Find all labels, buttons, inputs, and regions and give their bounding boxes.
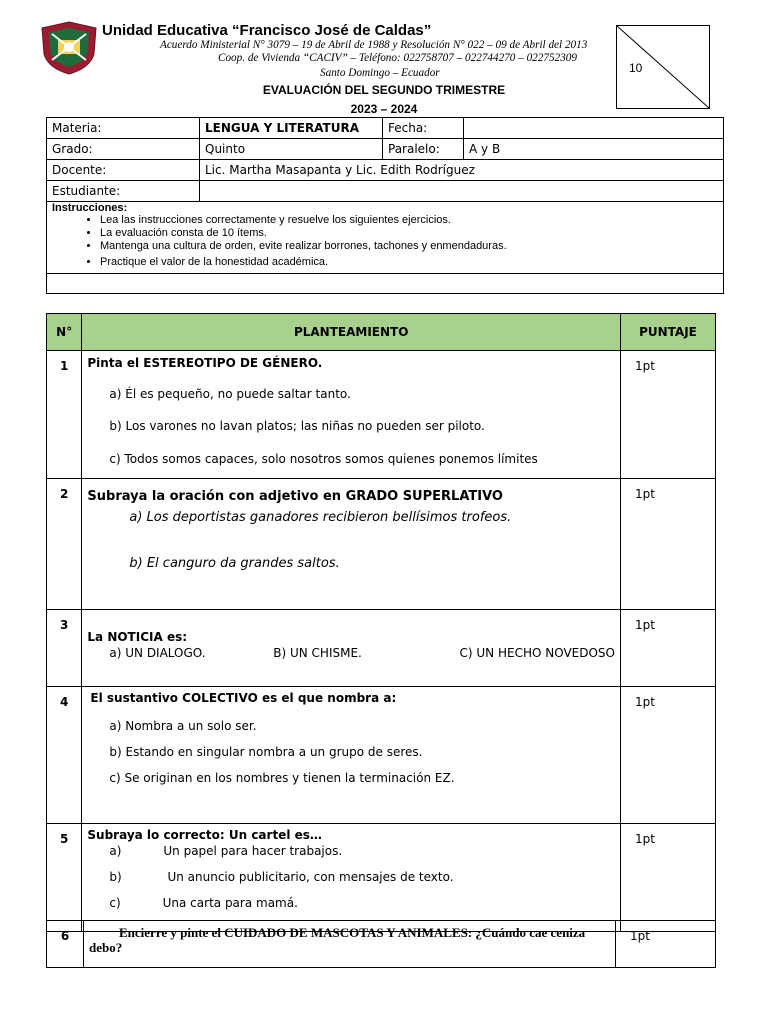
q2-option-a[interactable]: a) Los deportistas ganadores recibieron bellísimos trofeos.: [129, 510, 512, 525]
exam-title: EVALUACIÓN DEL SEGUNDO TRIMESTRE: [262, 83, 506, 97]
table-row: [47, 687, 716, 824]
q3-option-c[interactable]: C) UN HECHO NOVEDOSO: [459, 646, 615, 660]
instructions-list: [52, 214, 718, 269]
instruction-item: • La evaluación consta de 10 ítems.: [100, 227, 718, 240]
q4-title: El sustantivo COLECTIVO es el que nombra a:: [90, 691, 397, 705]
materia-label: Materia:: [47, 118, 200, 139]
q2-number: 2: [47, 479, 82, 610]
grade-box: [616, 25, 710, 109]
estudiante-label: Estudiante:: [47, 181, 200, 202]
blank-row: [47, 274, 724, 294]
exam-year: 2023 – 2024: [350, 102, 418, 116]
q2-points: 1pt: [620, 479, 715, 610]
q5-option-a[interactable]: a) Un papel para hacer trabajos.: [109, 844, 343, 858]
q4-points: 1pt: [620, 687, 715, 824]
table-header-row: [47, 314, 716, 351]
q3-title: La NOTICIA es:: [87, 630, 188, 644]
table-row: [47, 921, 716, 968]
instruction-item: • Lea las instrucciones correctamente y resuelve los siguientes ejercicios.: [100, 214, 718, 227]
fecha-value[interactable]: [464, 118, 724, 139]
q3-content: [82, 610, 621, 687]
q1-option-b[interactable]: b) Los varones no lavan platos; las niñas no pueden ser piloto.: [109, 419, 485, 433]
q6-number: 6: [47, 921, 84, 968]
grado-label: Grado:: [47, 139, 200, 160]
q6-title: Encierre y pinte el CUIDADO DE MASCOTAS Y ANIMALES: ¿Cuándo cae ceniza debo?: [89, 925, 586, 955]
table-row: [47, 479, 716, 610]
paralelo-value: A y B: [464, 139, 724, 160]
q5-content: [82, 824, 621, 932]
grade-total: 10: [629, 61, 643, 75]
materia-value: LENGUA Y LITERATURA: [200, 118, 383, 139]
table-row: [47, 610, 716, 687]
q5-option-c[interactable]: c) Una carta para mamá.: [109, 896, 298, 910]
instruction-item: • Practique el valor de la honestidad académica.: [100, 256, 718, 269]
grado-value: Quinto: [200, 139, 383, 160]
q1-option-a[interactable]: a) Él es pequeño, no puede saltar tanto.: [109, 387, 351, 401]
q6-content: [84, 921, 616, 968]
instruction-item: • Mantenga una cultura de orden, evite realizar borrones, tachones y enmendaduras.: [100, 240, 718, 253]
docente-label: Docente:: [47, 160, 200, 181]
q3-points: 1pt: [620, 610, 715, 687]
q5-number: 5: [47, 824, 82, 932]
q3-option-b[interactable]: B) UN CHISME.: [273, 646, 362, 660]
q4-number: 4: [47, 687, 82, 824]
table-row: [47, 351, 716, 479]
header-line-1: Acuerdo Ministerial N° 3079 – 19 de Abril de 1988 y Resolución N° 022 – 09 de Abril del 2013: [160, 39, 588, 51]
q2-title: Subraya la oración con adjetivo en GRADO SUPERLATIVO: [87, 489, 503, 504]
instructions-cell: [47, 202, 724, 274]
q4-content: [82, 687, 621, 824]
q5-title: Subraya lo correcto: Un cartel es…: [87, 828, 322, 842]
col-num-header: N°: [47, 314, 82, 351]
q1-number: 1: [47, 351, 82, 479]
q5-option-b[interactable]: b) Un anuncio publicitario, con mensajes de texto.: [109, 870, 454, 884]
q1-content: [82, 351, 621, 479]
q1-option-c[interactable]: c) Todos somos capaces, solo nosotros somos quienes ponemos límites: [109, 452, 538, 466]
q4-option-a[interactable]: a) Nombra a un solo ser.: [109, 719, 257, 733]
info-table: [46, 117, 724, 294]
table-row: [47, 824, 716, 932]
header-line-3: Santo Domingo – Ecuador: [320, 67, 440, 79]
q6-points: 1pt: [616, 921, 716, 968]
q1-title: Pinta el ESTEREOTIPO DE GÉNERO.: [87, 356, 323, 370]
col-puntaje-header: PUNTAJE: [620, 314, 715, 351]
fecha-label: Fecha:: [383, 118, 464, 139]
header-line-2: Coop. de Vivienda “CACIV” – Teléfono: 022758707 – 022744270 – 022752309: [218, 52, 577, 64]
q4-option-b[interactable]: b) Estando en singular nombra a un grupo de seres.: [109, 745, 423, 759]
instructions-label: Instrucciones:: [52, 202, 128, 214]
questions-table: [46, 313, 716, 932]
q3-options: [109, 646, 615, 660]
paralelo-label: Paralelo:: [383, 139, 464, 160]
school-name: Unidad Educativa “Francisco José de Caldas”: [102, 22, 432, 39]
q4-option-c[interactable]: c) Se originan en los nombres y tienen la terminación EZ.: [109, 771, 455, 785]
q5-points: 1pt: [620, 824, 715, 932]
q2-content: [82, 479, 621, 610]
q2-option-b[interactable]: b) El canguro da grandes saltos.: [129, 556, 340, 571]
col-planteamiento-header: PLANTEAMIENTO: [82, 314, 621, 351]
school-logo: [38, 20, 100, 76]
q3-number: 3: [47, 610, 82, 687]
q3-option-a[interactable]: a) UN DIALOGO.: [109, 646, 206, 660]
question-6-table: [46, 920, 716, 968]
q1-points: 1pt: [620, 351, 715, 479]
docente-value: Lic. Martha Masapanta y Lic. Edith Rodríguez: [200, 160, 724, 181]
estudiante-value[interactable]: [200, 181, 724, 202]
